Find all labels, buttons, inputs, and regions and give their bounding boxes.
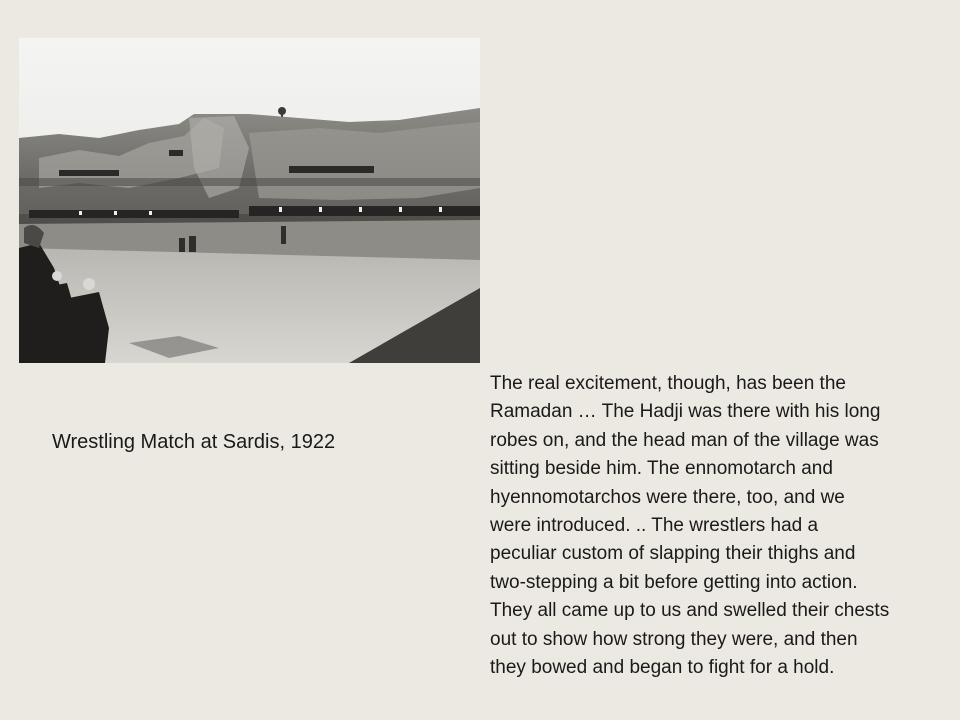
wrestling-match-photo (19, 38, 480, 363)
photo-caption: Wrestling Match at Sardis, 1922 (52, 431, 336, 453)
quote-text: The real excitement, though, has been the Ramadan … The Hadji was there with his long robes on, and the head man of the village was sitting beside him. The ennomotarch and hyennomotarchos were there, too, and we were introduced. .. The wrestlers had a peculiar custom of slapping their thighs and two-stepping a bit before getting into action. They all came up to us and swelled their chests out to show how strong they were, and then they bowed and began to fight for a hold. (490, 373, 890, 679)
